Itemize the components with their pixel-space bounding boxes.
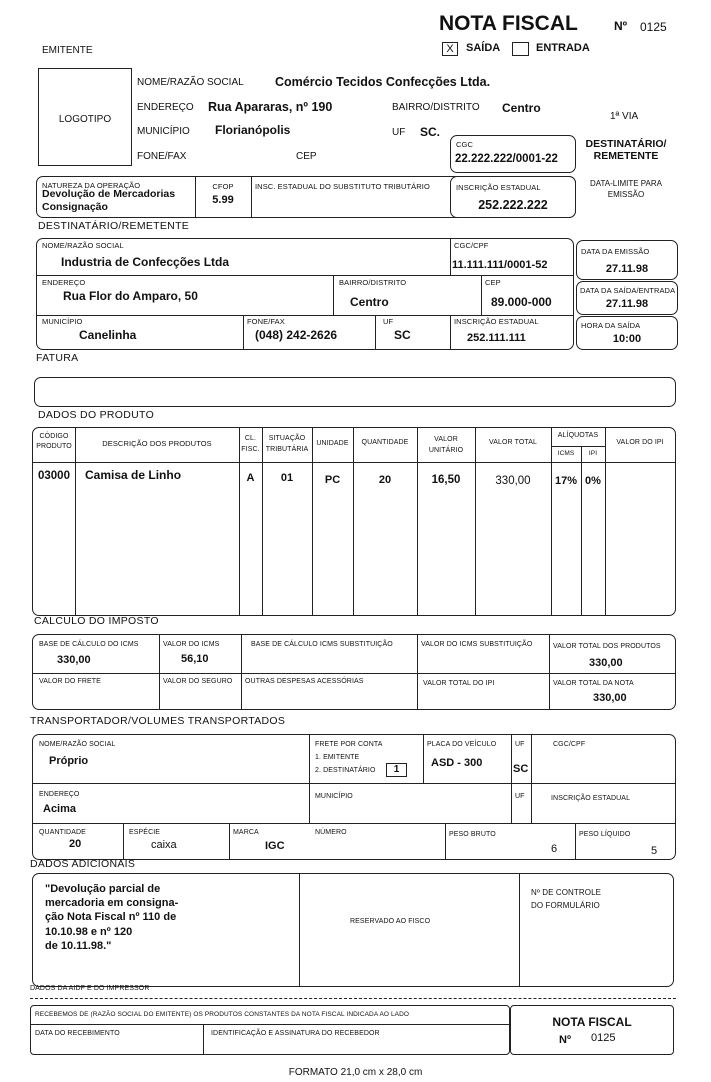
entrada-checkbox[interactable] [512,42,529,56]
divider [33,673,675,674]
divider [423,735,424,783]
divider [551,446,605,447]
h-icms: ICMS [557,450,575,457]
dest-uf: SC [394,328,411,342]
emit-uf: SC. [420,125,441,139]
emit-insc-box [450,176,576,218]
fatura-box [34,377,676,407]
base-label: BASE DE CÁLCULO DO ICMS [39,641,139,648]
divider [33,783,675,784]
row-unid: PC [324,474,341,486]
frete-opt1: 1. EMITENTE [315,754,360,761]
logo-placeholder: LOGOTIPO [58,114,112,125]
dest-municipio-label: MUNICÍPIO [42,317,83,326]
divider [309,735,310,823]
saida-checkbox[interactable] [442,42,458,56]
reservado-fisco: RESERVADO AO FISCO [350,918,431,925]
dest-nome-label: NOME/RAZÃO SOCIAL [42,241,124,250]
emit-cep-label: CEP [296,151,317,162]
emit-uf-label: UF [392,127,406,138]
divider [312,428,313,615]
dest-block [36,238,574,350]
transp-uf2-label: UF [515,793,525,800]
dest-fone-label: FONE/FAX [247,317,285,326]
divider [549,635,550,709]
emit-municipio: Florianópolis [215,123,291,137]
h-codigo: CÓDIGO PRODUTO [36,433,72,450]
hora-box [576,316,678,350]
divider [299,874,300,986]
logo-box [38,68,132,166]
divider [605,428,606,615]
vicms: 56,10 [181,653,209,665]
bruto: 6 [551,843,558,855]
transp-section-title: TRANSPORTADOR/VOLUMES TRANSPORTADOS [30,715,286,727]
imposto-section-title: CÁLCULO DO IMPOSTO [34,615,159,627]
marca: IGC [265,840,285,852]
h-vtotal: VALOR TOTAL [488,439,538,446]
h-sit: SITUAÇÃO TRIBUTÁRIA [265,435,309,453]
cut-line [30,998,676,999]
transp-cgc-label: CGC/CPF [553,741,586,748]
dest-nome: Industria de Confecções Ltda [61,255,230,269]
divider [239,428,240,615]
divider [511,735,512,823]
placa: ASD - 300 [431,757,483,769]
divider [75,428,76,615]
dest-bairro: Centro [350,295,389,309]
marca-label: MARCA [233,829,259,836]
transp-nome-label: NOME/RAZÃO SOCIAL [39,741,116,748]
divider [481,275,482,315]
vtot-prod: 330,00 [589,657,623,669]
emit-cgc: 22.222.222/0001-22 [455,153,558,165]
row-vtotal: 330,00 [495,475,531,487]
especie-label: ESPÉCIE [129,829,161,836]
divider [575,823,576,859]
transp-endereco-label: ENDEREÇO [39,791,80,798]
natureza: Devolução de Mercadorias Consignação [42,188,176,213]
entrada-label: ENTRADA [536,42,590,54]
liquido: 5 [651,845,658,857]
emit-nome: Comércio Tecidos Confecções Ltda. [275,75,491,89]
emit-cgc-box [450,135,576,173]
divider [450,239,451,275]
dest-insc-label: INSCRIÇÃO ESTADUAL [454,317,539,326]
adicionais-texto: "Devolução parcial de mercadoria em consigna- ção Nota Fiscal nº 110 de 10.10.98 e nº 120 de 10.11.98." [45,883,179,952]
divider [33,462,675,463]
emit-insc: 252.222.222 [478,198,548,212]
divider [333,275,334,315]
dest-uf-label: UF [383,317,394,326]
transp-table [32,734,676,860]
produto-section-title: DADOS DO PRODUTO [38,409,155,421]
dest-municipio: Canelinha [79,328,137,342]
canhoto-numero: 0125 [591,1032,616,1044]
nf-title: NOTA FISCAL [439,12,578,35]
h-vipi: VALOR DO IPI [616,439,664,446]
data-receb-label: DATA DO RECEBIMENTO [35,1030,120,1037]
dest-cep: 89.000-000 [491,295,552,309]
dest-cgc-label: CGC/CPF [454,241,489,250]
saida-date: 27.11.98 [605,298,649,310]
frete-value: 1 [393,764,400,775]
emit-nome-label: NOME/RAZÃO SOCIAL [137,77,244,88]
emissao: 27.11.98 [605,263,649,275]
canhoto-numero-label: Nº [559,1034,571,1046]
hora: 10:00 [612,333,642,345]
base: 330,00 [57,654,91,666]
seguro-label: VALOR DO SEGURO [163,678,233,685]
especie: caixa [151,839,177,851]
emit-municipio-label: MUNICÍPIO [137,126,190,137]
emit-bairro: Centro [502,101,541,115]
divider [450,315,451,349]
row-ipi: 0% [585,475,601,487]
placa-label: PLACA DO VEÍCULO [427,741,497,748]
divider [229,823,230,859]
liquido-label: PESO LÍQUIDO [579,831,631,838]
vol-qtd: 20 [69,838,82,850]
hora-label: HORA DA SAÍDA [581,321,641,330]
vol-numero-label: NÚMERO [315,829,347,836]
cfop: 5.99 [212,194,234,206]
emit-endereco-label: ENDEREÇO [137,102,194,113]
insc-sub-label: INSC. ESTADUAL DO SUBSTITUTO TRIBUTÁRIO [255,182,430,191]
outras-label: OUTRAS DESPESAS ACESSÓRIAS [245,678,364,685]
via-label: 1ª VIA [610,111,639,122]
dest-rem-label: DESTINATÁRIO/ REMETENTE [585,138,667,162]
emit-bairro-label: BAIRRO/DISTRITO [392,102,480,113]
h-desc: DESCRIÇÃO DOS PRODUTOS [102,439,212,448]
saida-label: SAÍDA [466,42,501,54]
frete-opt2: 2. DESTINATÁRIO [315,767,376,774]
saida-date-label: DATA DA SAÍDA/ENTRADA [580,286,676,295]
saida-box [576,281,678,315]
vtot-prod-label: VALOR TOTAL DOS PRODUTOS [553,643,661,650]
divider [519,874,520,986]
canhoto-nf-box [510,1005,674,1055]
h-qtd: QUANTIDADE [361,439,409,446]
frete-conta-label: FRETE POR CONTA [315,741,383,748]
h-ipi: IPI [588,450,598,457]
fatura-section-title: FATURA [36,352,79,364]
h-vunit: VALOR UNITÁRIO [428,436,464,454]
dest-section-title: DESTINATÁRIO/REMETENTE [38,220,190,232]
canhoto-title: NOTA FISCAL [552,1015,632,1029]
imposto-table [32,634,676,710]
emit-cgc-label: CGC [456,140,473,149]
divider [203,1024,204,1054]
h-cl: CL. FISC. [241,435,260,453]
divider [262,428,263,615]
transp-uf: SC [513,763,529,775]
ident-label: IDENTIFICAÇÃO E ASSINATURA DO RECEBEDOR [211,1030,380,1037]
dest-endereco: Rua Flor do Amparo, 50 [63,289,198,303]
row-desc: Camisa de Linho [85,468,182,482]
divider [31,1024,509,1025]
divider [531,735,532,823]
emit-fone-label: FONE/FAX [137,151,187,162]
dest-insc: 252.111.111 [467,332,526,344]
divider [445,823,446,859]
transp-municipio-label: MUNICÍPIO [315,793,353,800]
row-sit: 01 [280,472,294,484]
dest-endereco-label: ENDEREÇO [42,278,86,287]
bruto-label: PESO BRUTO [449,831,496,838]
transp-insc-label: INSCRIÇÃO ESTADUAL [551,795,631,802]
vicms-sub-label: VALOR DO ICMS SUBSTITUIÇÃO [421,641,533,648]
emissao-label: DATA DA EMISSÃO [581,247,650,256]
row-qtd: 20 [378,474,392,486]
adicionais-section-title: DADOS ADICIONAIS [30,858,136,870]
h-unid: UNIDADE [316,440,349,447]
controle-formulario: Nº DE CONTROLE DO FORMULÁRIO [531,888,602,910]
emissao-box [576,240,678,280]
frete-box[interactable] [386,763,407,777]
nf-number-label: Nº [614,19,628,33]
emit-insc-label: INSCRIÇÃO ESTADUAL [456,183,541,192]
produto-table [32,427,676,616]
divider [123,823,124,859]
cfop-label: CFOP [212,182,234,191]
divider [353,428,354,615]
row-icms: 17% [554,475,578,487]
divider [417,635,418,709]
row-codigo: 03000 [38,470,70,482]
nf-number: 0125 [640,20,667,34]
dest-bairro-label: BAIRRO/DISTRITO [339,278,407,287]
transp-uf-label: UF [515,741,525,748]
divider [33,823,675,824]
vtot-nota-label: VALOR TOTAL DA NOTA [553,680,634,687]
emit-endereco: Rua Apararas, nº 190 [208,100,333,114]
canhoto-box [30,1005,510,1055]
divider [475,428,476,615]
divider [417,428,418,615]
dest-cep-label: CEP [485,278,501,287]
adicionais-box [32,873,674,987]
divider [375,315,376,349]
emitente-label: EMITENTE [42,45,93,56]
divider [159,635,160,709]
dest-cgc: 11.111.111/0001-52 [452,259,548,271]
divider [37,275,573,276]
saida-mark: X [446,43,454,55]
divider [241,635,242,709]
recebemos-label: RECEBEMOS DE (RAZÃO SOCIAL DO EMITENTE) OS PRODUTOS CONSTANTES DA NOTA FISCAL INDICADA AO LADO [35,1011,410,1018]
row-cl: A [246,472,255,484]
divider [243,315,244,349]
row-vunit: 16,50 [431,474,461,486]
vtot-ipi-label: VALOR TOTAL DO IPI [423,680,495,687]
vol-qtd-label: QUANTIDADE [39,829,86,836]
vicms-label: VALOR DO ICMS [163,641,220,648]
dest-fone: (048) 242-2626 [255,328,338,342]
natureza-label: NATUREZA DA OPERAÇÃO [42,181,141,190]
h-aliq: ALÍQUOTAS [557,432,599,439]
data-limite-label: DATA-LIMITE PARA EMISSÃO [589,179,662,199]
formato-label: FORMATO 21,0 cm x 28,0 cm [288,1067,423,1078]
frete-label: VALOR DO FRETE [39,678,101,685]
divider [37,315,573,316]
transp-nome: Próprio [49,755,89,767]
divider [251,177,252,217]
transp-endereco: Acima [43,803,77,815]
vtot-nota: 330,00 [593,692,627,704]
divider [581,446,582,615]
base-sub-label: BASE DE CÁLCULO ICMS SUBSTITUIÇÃO [251,641,393,648]
aidf-label: DADOS DA AIDF E DO IMPRESSOR [30,985,150,992]
